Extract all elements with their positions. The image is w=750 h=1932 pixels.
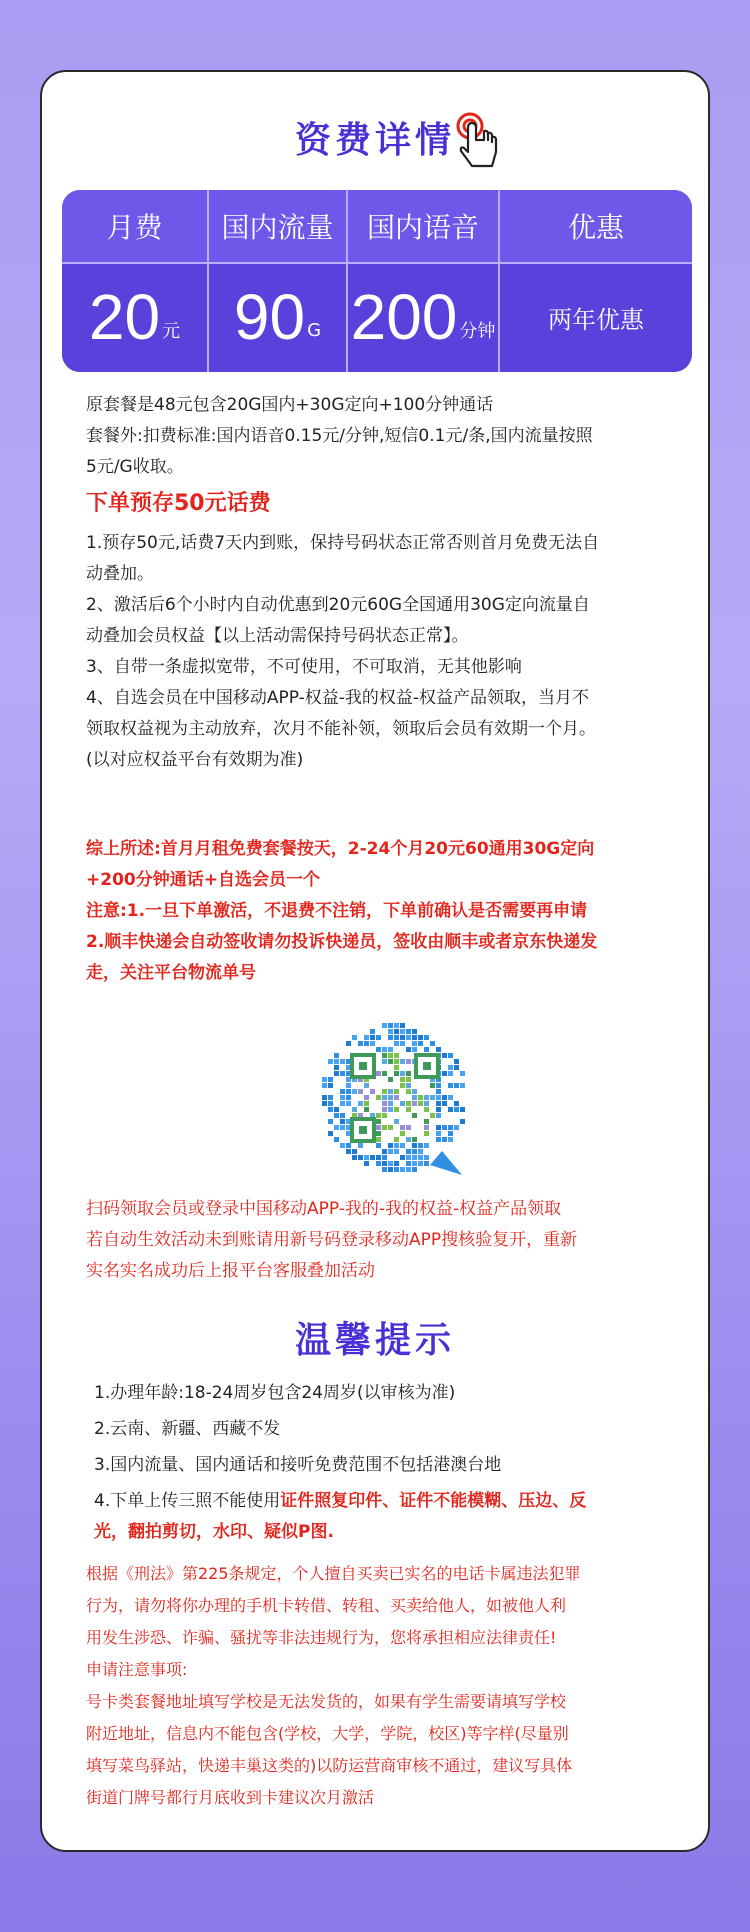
qr-module [424,1143,429,1148]
qr-module [394,1053,399,1058]
qr-module [400,1023,405,1028]
qr-module [436,1047,441,1052]
tip4-prefix: 4.下单上传三照不能使用 [94,1491,281,1511]
summary-line: 综上所述:首月月租免费套餐按天，2-24个月20元60通用30G定向 [86,839,595,859]
qr-module [406,1029,411,1034]
value-domestic-voice [348,262,498,372]
intro-line: 套餐外:扣费标准:国内语音0.15元/分钟,短信0.1元/条,国内流量按照 [86,426,593,446]
qr-module [334,1125,339,1130]
qr-module [322,1077,327,1082]
summary-line: +200分钟通话+自选会员一个 [86,870,320,890]
notice-line: 2.顺丰快递会自动签收请勿投诉快递员，签收由顺丰或者京东快递发 [86,932,598,952]
qr-module [382,1149,387,1154]
qr-module [382,1101,387,1106]
qr-module [448,1053,453,1058]
qr-bubble-tail [430,1151,462,1175]
qr-module [376,1047,381,1052]
qr-module [376,1119,381,1124]
rule-line: 3、自带一条虚拟宽带，不可使用，不可取消，无其他影响 [86,657,522,677]
law-line: 申请注意事项: [86,1660,188,1679]
qr-module [442,1071,447,1076]
qr-module [412,1041,417,1046]
qr-module [454,1059,459,1064]
qr-module [406,1125,411,1130]
value-number: 90 [233,281,306,353]
intro-line: 5元/G收取。 [86,457,184,477]
qr-module [334,1107,339,1112]
qr-caption-line: 实名实名成功后上报平台客服叠加活动 [86,1261,375,1281]
qr-module [442,1053,447,1058]
qr-module [400,1155,405,1160]
qr-module [364,1095,369,1100]
qr-code-image [312,1019,478,1185]
qr-module [376,1155,381,1160]
qr-module [430,1041,435,1046]
qr-module [454,1107,459,1112]
qr-module [412,1095,417,1100]
value-number: 20 [88,281,161,353]
qr-module [340,1143,345,1148]
qr-module [400,1029,405,1034]
qr-module [448,1137,453,1142]
qr-module [418,1035,423,1040]
qr-module [460,1107,465,1112]
qr-module [406,1149,411,1154]
qr-module [328,1095,333,1100]
qr-module [448,1071,453,1076]
law-text [86,1558,686,1814]
notice-line: 走，关注平台物流单号 [86,963,256,983]
qr-module [394,1119,399,1124]
header-monthly-fee: 月费 [106,211,163,244]
qr-module [412,1035,417,1040]
qr-module [424,1131,429,1136]
qr-module [442,1101,447,1106]
qr-module [346,1149,351,1154]
qr-module [382,1047,387,1052]
value-unit: 元 [162,321,181,342]
qr-module [358,1041,363,1046]
summary-text [86,834,686,896]
qr-module [364,1083,369,1088]
qr-module [406,1083,411,1088]
qr-module [352,1149,357,1154]
qr-module [394,1161,399,1166]
rule-line: 领取权益视为主动放弃，次月不能补领，领取后会员有效期一个月。 [86,719,596,739]
qr-module [394,1071,399,1076]
qr-module [364,1101,369,1106]
qr-module [376,1095,381,1100]
qr-module [436,1101,441,1106]
qr-module [436,1107,441,1112]
qr-module [424,1095,429,1100]
qr-module [340,1089,345,1094]
value-discount: 两年优惠 [548,305,644,334]
law-line: 附近地址，信息内不能包含(学校，大学，学院，校区)等字样(尽量别 [86,1724,569,1743]
qr-module [340,1119,345,1124]
header-domestic-data: 国内流量 [221,211,334,244]
tip4-red: 证件照复印件、证件不能模糊、压边、反 [280,1491,587,1511]
qr-module [382,1095,387,1100]
qr-module [448,1095,453,1100]
qr-module [388,1023,393,1028]
rule-line: 2、激活后6个小时内自动优惠到20元60G全国通用30G定向流量自 [86,595,590,615]
qr-module [376,1161,381,1166]
qr-module [424,1155,429,1160]
qr-module [430,1113,435,1118]
qr-module [424,1035,429,1040]
qr-module [334,1053,339,1058]
qr-module [394,1059,399,1064]
qr-module [418,1155,423,1160]
rule-line: (以对应权益平台有效期为准) [86,750,304,770]
qr-module [448,1131,453,1136]
qr-module [388,1125,393,1130]
qr-module [436,1083,441,1088]
qr-module [346,1041,351,1046]
tariff-table [62,190,692,372]
qr-module [394,1137,399,1142]
value-unit: 分钟 [459,321,496,342]
qr-module [382,1059,387,1064]
qr-module [448,1065,453,1070]
qr-module [436,1137,441,1142]
qr-module [334,1113,339,1118]
qr-module [436,1113,441,1118]
qr-module [334,1065,339,1070]
qr-module [322,1083,327,1088]
qr-caption-line: 若自动生效活动未到账请用新号码登录移动APP搜核验复开，重新 [86,1230,578,1250]
qr-module [364,1155,369,1160]
qr-module [394,1065,399,1070]
qr-module [340,1095,345,1100]
qr-module [328,1131,333,1136]
tips-list [94,1378,694,1548]
header-discount: 优惠 [567,211,624,244]
table-value-row [62,262,692,372]
qr-module [328,1101,333,1106]
rule-line: 动叠加。 [86,564,154,584]
qr-module [370,1041,375,1046]
qr-module [394,1095,399,1100]
qr-module [352,1155,357,1160]
notice-line: 注意:1.一旦下单激活，不退费不注销，下单前确认是否需要再申请 [86,901,588,921]
qr-module [334,1137,339,1142]
qr-module [364,1041,369,1046]
qr-module [388,1035,393,1040]
qr-module [448,1083,453,1088]
qr-module [406,1035,411,1040]
qr-module [352,1107,357,1112]
qr-caption [86,1194,686,1287]
qr-module [322,1095,327,1100]
qr-module [340,1125,345,1130]
qr-module [388,1029,393,1034]
qr-module [394,1167,399,1172]
qr-module [370,1035,375,1040]
law-line: 根据《刑法》第225条规定，个人擅自买卖已实名的电话卡属违法犯罪 [86,1564,581,1583]
qr-module [376,1113,381,1118]
qr-module [352,1035,357,1040]
qr-module [430,1083,435,1088]
qr-module [388,1167,393,1172]
qr-module [358,1155,363,1160]
qr-module [394,1035,399,1040]
qr-module [430,1095,435,1100]
prestore-title: 下单预存50元话费 [86,491,271,516]
qr-module [400,1083,405,1088]
qr-module [454,1083,459,1088]
table-col-divider [346,190,348,372]
qr-module [400,1143,405,1148]
qr-module [364,1035,369,1040]
qr-module [340,1059,345,1064]
qr-module [418,1143,423,1148]
qr-module [376,1137,381,1142]
tip-line: 光，翻拍剪切，水印、疑似P图. [94,1522,334,1542]
qr-module [406,1089,411,1094]
qr-module [400,1077,405,1082]
qr-module [418,1149,423,1154]
qr-module [454,1101,459,1106]
qr-module [370,1029,375,1034]
pointing-hand-icon [456,112,504,170]
qr-module [412,1143,417,1148]
qr-module [424,1047,429,1052]
qr-module [418,1161,423,1166]
value-unit: G [307,319,322,341]
qr-module [412,1167,417,1172]
qr-module [406,1107,411,1112]
qr-module [328,1119,333,1124]
law-line: 用发生涉恐、诈骗、骚扰等非法违规行为，您将承担相应法律责任! [86,1628,557,1647]
law-line: 号卡类套餐地址填写学校是无法发货的，如果有学生需要请填写学校 [86,1692,567,1711]
qr-module [376,1125,381,1130]
qr-module [388,1149,393,1154]
qr-module [340,1101,345,1106]
qr-module [436,1095,441,1100]
qr-module [400,1035,405,1040]
qr-module [436,1131,441,1136]
qr-module [400,1059,405,1064]
qr-module [406,1101,411,1106]
qr-module [346,1101,351,1106]
qr-module [424,1101,429,1106]
law-line: 填写菜鸟驿站，快递丰巢这类的)以防运营商审核不通过，建议写具体 [86,1756,573,1775]
rule-line: 1.预存50元,话费7天内到账，保持号码状态正常否则首月免费无法自 [86,533,600,553]
qr-module [376,1035,381,1040]
qr-module [412,1089,417,1094]
qr-module [358,1089,363,1094]
tips-title: 温馨提示 [294,1320,455,1361]
qr-module [382,1023,387,1028]
qr-module [346,1083,351,1088]
qr-module [394,1089,399,1094]
qr-module [376,1131,381,1136]
qr-module [424,1119,429,1124]
qr-module [400,1125,405,1130]
qr-module [382,1125,387,1130]
qr-module [382,1113,387,1118]
rule-line: 4、自选会员在中国移动APP-权益-我的权益-权益产品领取，当月不 [86,688,589,708]
tip-line: 2.云南、新疆、西藏不发 [94,1419,281,1439]
qr-module [358,1143,363,1148]
qr-module [448,1107,453,1112]
qr-module [358,1101,363,1106]
qr-module [388,1059,393,1064]
qr-module [340,1113,345,1118]
qr-module [418,1101,423,1106]
qr-module [388,1161,393,1166]
qr-module [328,1077,333,1082]
qr-module [364,1161,369,1166]
value-monthly-fee [62,262,207,372]
qr-module [328,1083,333,1088]
tariff-card [40,70,710,1852]
qr-module [418,1041,423,1046]
qr-module [376,1071,381,1076]
qr-module [412,1149,417,1154]
law-line: 行为，请勿将你办理的手机卡转借、转租、买卖给他人，如被他人利 [86,1596,567,1615]
qr-module [400,1071,405,1076]
qr-module [394,1143,399,1148]
table-row-divider [62,262,692,264]
qr-module [346,1089,351,1094]
qr-module [394,1041,399,1046]
qr-module [424,1107,429,1112]
qr-module [388,1089,393,1094]
tip-line: 3.国内流量、国内通话和接听免费范围不包括港澳台地 [94,1455,502,1475]
qr-finder-center [359,1126,367,1134]
qr-module [364,1107,369,1112]
qr-module [406,1155,411,1160]
qr-module [412,1155,417,1160]
qr-module [322,1101,327,1106]
tip-line [94,1486,694,1517]
qr-module [412,1113,417,1118]
qr-module [442,1137,447,1142]
qr-module [382,1089,387,1094]
qr-module [394,1107,399,1112]
value-domestic-data [209,262,346,372]
qr-module [328,1059,333,1064]
qr-module [406,1071,411,1076]
qr-module [388,1143,393,1148]
qr-module [340,1071,345,1076]
qr-module [382,1167,387,1172]
qr-module [388,1095,393,1100]
qr-module [418,1095,423,1100]
table-col-divider [498,190,500,372]
qr-module [436,1089,441,1094]
qr-module [394,1029,399,1034]
qr-module [406,1137,411,1142]
qr-module [442,1095,447,1100]
qr-module [424,1161,429,1166]
qr-module [400,1167,405,1172]
qr-module [400,1131,405,1136]
qr-module [406,1161,411,1166]
qr-module [388,1077,393,1082]
qr-module [412,1047,417,1052]
qr-module [382,1155,387,1160]
qr-finder-center [423,1062,431,1070]
qr-module [400,1041,405,1046]
law-line: 街道门牌号都行月底收到卡建议次月激活 [86,1788,375,1807]
intro-text [86,390,686,483]
qr-module [382,1071,387,1076]
qr-module [388,1047,393,1052]
notice-text [86,896,686,989]
qr-module [352,1089,357,1094]
qr-module [370,1089,375,1094]
qr-module [382,1053,387,1058]
header-domestic-voice: 国内语音 [366,211,479,244]
qr-module [334,1059,339,1064]
qr-module [424,1125,429,1130]
qr-module [460,1071,465,1076]
qr-module [382,1107,387,1112]
qr-finder-center [359,1062,367,1070]
qr-module [454,1125,459,1130]
qr-module [406,1059,411,1064]
qr-module [400,1101,405,1106]
qr-module [460,1083,465,1088]
qr-module [448,1125,453,1130]
qr-module [412,1137,417,1142]
qr-module [394,1023,399,1028]
qr-module [412,1161,417,1166]
qr-module [406,1077,411,1082]
qr-module [376,1143,381,1148]
qr-module [346,1143,351,1148]
page-title: 资费详情 [294,120,455,161]
intro-line: 原套餐是48元包含20G国内+30G定向+100分钟通话 [86,395,494,415]
qr-module [442,1125,447,1130]
qr-module [370,1155,375,1160]
table-header-row [62,190,692,262]
qr-module [388,1101,393,1106]
value-number: 200 [350,281,458,353]
qr-module [412,1029,417,1034]
qr-caption-line: 扫码领取会员或登录中国移动APP-我的-我的权益-权益产品领取 [86,1199,562,1219]
qr-module [334,1071,339,1076]
qr-module [346,1095,351,1100]
qr-module [388,1053,393,1058]
qr-module [412,1101,417,1106]
qr-module [454,1065,459,1070]
qr-module [406,1047,411,1052]
rule-line: 动叠加会员权益【以上活动需保持号码状态正常】。 [86,626,469,646]
qr-module [394,1149,399,1154]
qr-module [406,1167,411,1172]
tip-line: 1.办理年龄:18-24周岁包含24周岁(以审核为准) [94,1383,456,1403]
qr-module [382,1161,387,1166]
qr-module [328,1107,333,1112]
qr-module [436,1125,441,1130]
qr-module [460,1119,465,1124]
qr-module [388,1107,393,1112]
rules-text [86,528,686,776]
table-col-divider [207,190,209,372]
